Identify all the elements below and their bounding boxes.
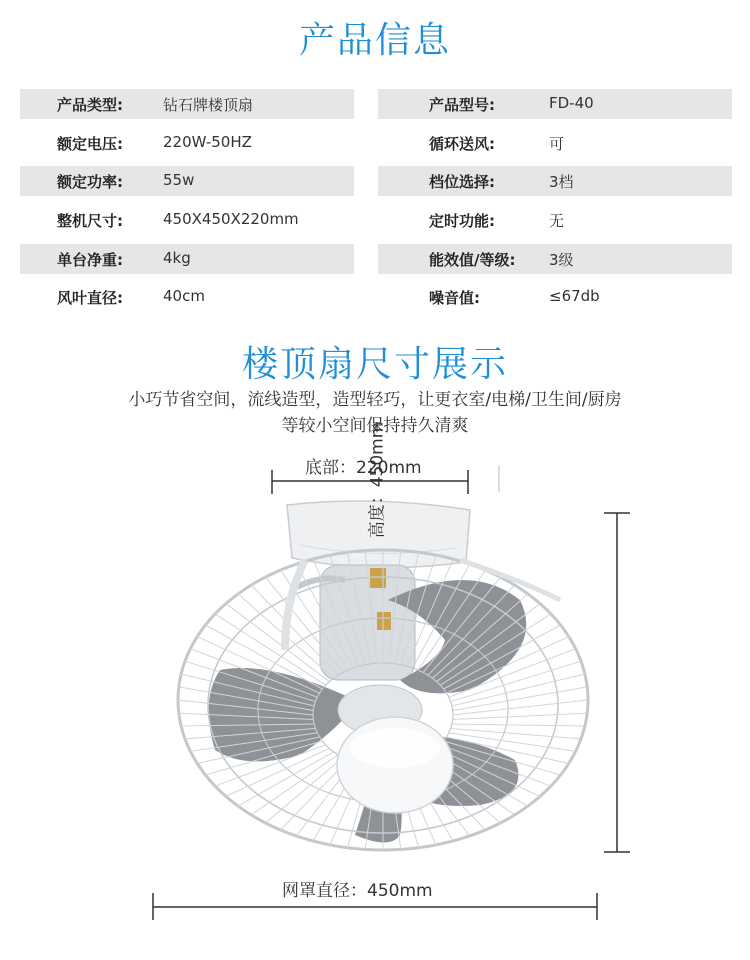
- spec-label: 产品类型:: [57, 96, 123, 114]
- spec-label: 整机尺寸:: [57, 212, 123, 230]
- size-display-title: 楼顶扇尺寸展示: [241, 344, 508, 385]
- spec-value: 220W-50HZ: [163, 133, 252, 151]
- spec-value: 450X450X220mm: [163, 210, 299, 228]
- guard-wire: [451, 728, 581, 738]
- spec-label: 额定功率:: [57, 173, 123, 191]
- base-dimension-label: 底部：220mm: [305, 458, 422, 478]
- spec-label: 循环送风:: [429, 135, 495, 153]
- spec-label: 产品型号:: [429, 96, 495, 114]
- spec-value: 无: [549, 212, 565, 230]
- guard-wire: [452, 724, 585, 726]
- spec-value: 40cm: [163, 287, 205, 305]
- product-info-title: 产品信息: [298, 20, 451, 61]
- spec-value: 3档: [549, 173, 574, 191]
- description-line: 等较小空间保持持久清爽: [281, 416, 469, 436]
- spec-label: 档位选择:: [429, 173, 495, 191]
- fan-hub: [337, 685, 453, 813]
- spec-label: 风叶直径:: [57, 289, 123, 307]
- spec-value: 钻石牌楼顶扇: [163, 96, 254, 114]
- description-line: 小巧节省空间，流线造型，造型轻巧，让更衣室/电梯/卫生间/厨房: [128, 390, 622, 410]
- spec-label: 噪音值:: [429, 289, 480, 307]
- spec-value: 3级: [549, 251, 574, 269]
- spec-label: 额定电压:: [57, 135, 123, 153]
- guard-wire: [453, 713, 587, 719]
- spec-value: ≤67db: [549, 287, 600, 305]
- height-dimension-label: 高度：450mm: [367, 421, 388, 539]
- height-dimension-line: [604, 513, 630, 852]
- spec-label: 单台净重:: [57, 251, 123, 269]
- spec-value: 55w: [163, 171, 195, 189]
- spec-value: 可: [549, 135, 565, 153]
- diameter-dimension-label: 网罩直径：450mm: [282, 881, 433, 901]
- spec-label: 定时功能:: [429, 212, 495, 230]
- guard-wire: [453, 687, 587, 711]
- spec-value: 4kg: [163, 249, 191, 267]
- guard-wire: [251, 755, 338, 815]
- guard-wire: [453, 700, 588, 715]
- spec-value: FD-40: [549, 94, 594, 112]
- spec-label: 能效值/等级:: [429, 251, 516, 269]
